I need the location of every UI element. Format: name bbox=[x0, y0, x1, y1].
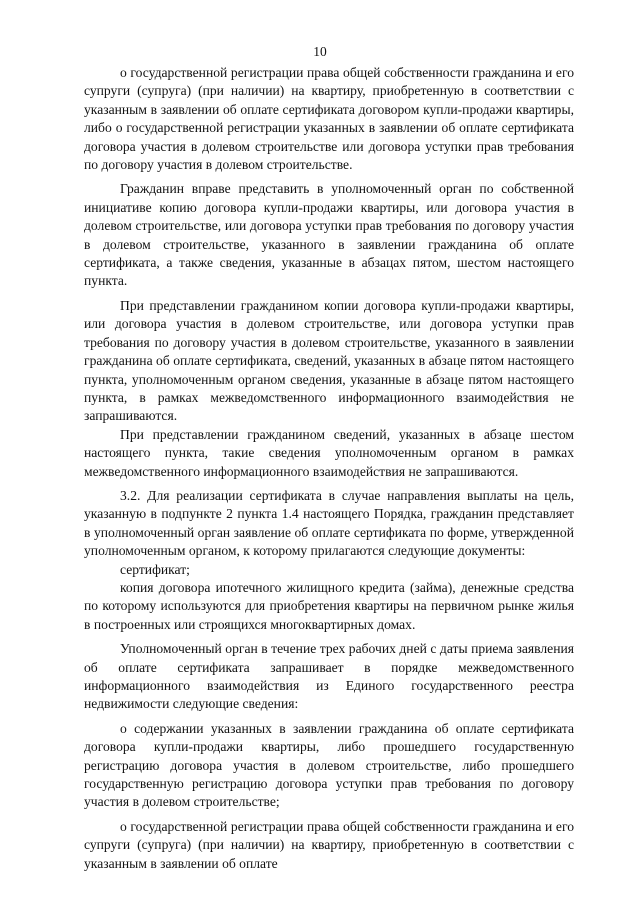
paragraph: При представлении гражданином копии договора купли-продажи квартиры, или договора участия в долевом строительстве, или договора уступки прав требования по договору участия в долевом строительстве, указанного в заявлении гражданина об оплате сертификата, сведений, указанных в абзаце пятом настоящего пункта, уполномоченным органом сведения, указанные в абзаце пятом настоящего пункта, в рамках межведомственного информационного взаимодействия не запрашиваются. bbox=[84, 297, 574, 424]
paragraph: о государственной регистрации права общей собственности гражданина и его супруги (супруга) (при наличии) на квартиру, приобретенную в соответствии с указанным в заявлении об оплате bbox=[84, 818, 574, 871]
paragraph: копия договора ипотечного жилищного кредита (займа), денежные средства по которому используются для приобретения квартиры на первичном рынке жилья в построенных или строящихся многоквартирных домах. bbox=[84, 579, 574, 632]
paragraph: Уполномоченный орган в течение трех рабочих дней с даты приема заявления об оплате сертификата запрашивает в порядке межведомственного информационного взаимодействия из Единого государственного реестра недвижимости следующие сведения: bbox=[84, 641, 574, 712]
paragraph: 3.2. Для реализации сертификата в случае направления выплаты на цель, указанную в подпункте 2 пункта 1.4 настоящего Порядка, гражданин представляет в уполномоченный орган заявление об оплате сертификата по форме, утвержденной уполномоченным органом, к которому прилагаются следующие документы: bbox=[84, 487, 574, 559]
paragraph: сертификат; bbox=[120, 561, 190, 577]
page-number: 10 bbox=[313, 44, 327, 59]
document-body bbox=[84, 64, 574, 873]
paragraph: о содержании указанных в заявлении гражданина об оплате сертификата договора купли-продажи квартиры, либо прошедшего государственную регистрацию договора участия в долевом строительстве, либо прошедшего государственную регистрацию договора уступки прав требования по договору участия в долевом строительстве; bbox=[84, 720, 574, 810]
paragraph: о государственной регистрации права общей собственности гражданина и его супруги (супруга) (при наличии) на квартиру, приобретенную в соответствии с указанным в заявлении об оплате сертификата договором купли-продажи квартиры, либо о государственной регистрации указанных в заявлении об оплате сертификата договора участия в долевом строительстве или договора уступки прав требования по договору участия в долевом строительстве. bbox=[84, 65, 574, 173]
paragraph: При представлении гражданином сведений, указанных в абзаце шестом настоящего пункта, такие сведения уполномоченным органом в рамках межведомственного информационного взаимодействия не запрашиваются. bbox=[84, 426, 574, 479]
paragraph: Гражданин вправе представить в уполномоченный орган по собственной инициативе копию договора купли-продажи квартиры, или договора участия в долевом строительстве, или договора уступки прав требования по договору участия в долевом строительстве, указанного в заявлении гражданина об оплате сертификата, а также сведения, указанные в абзацах пятом, шестом настоящего пункта. bbox=[84, 181, 574, 289]
